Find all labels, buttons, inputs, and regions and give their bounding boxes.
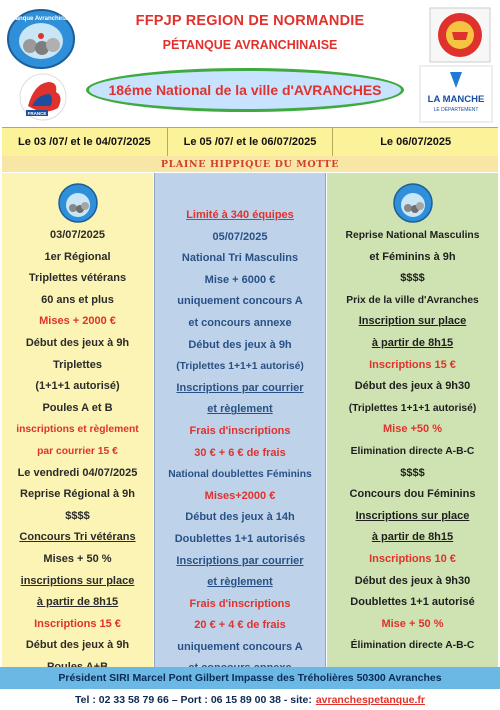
col1-line: $$$$ — [65, 509, 90, 522]
col2-line: Début des jeux à 14h — [185, 511, 295, 524]
col3-line: Inscriptions 15 € — [369, 358, 456, 371]
col1-line: Poules A et B — [42, 401, 113, 414]
location-text: PLAINE HIPPIQUE DU MOTTE — [160, 158, 340, 170]
website-link[interactable]: avranchespetanque.fr — [315, 693, 425, 706]
col1-line: à partir de 8h15 — [36, 596, 119, 609]
col2-line: National Tri Masculins — [181, 252, 299, 265]
col3-line: et Féminins à 9h — [369, 250, 456, 263]
header — [0, 0, 500, 125]
col3-line: Prix de la ville d'Avranches — [346, 294, 479, 306]
column-2 — [154, 173, 326, 667]
col2-line: Début des jeux à 9h — [188, 338, 292, 351]
contact-text: Tel : 02 33 58 79 66 – Port : 06 15 89 00 38 - site: — [75, 693, 312, 706]
col2-line: 05/07/2025 — [212, 230, 268, 243]
col3-line: $$$$ — [400, 466, 425, 479]
col1-line: Inscriptions 15 € — [34, 617, 121, 630]
date-col-1: Le 03 /07/ et le 04/07/2025 — [17, 136, 151, 148]
col2-line: National doublettes Féminins — [168, 469, 312, 481]
col2-line: uniquement concours A — [177, 295, 303, 308]
col1-line: Concours Tri vétérans — [19, 531, 136, 544]
col2-line: uniquement concours A — [177, 640, 303, 653]
col2-line: (Triplettes 1+1+1 autorisé) — [176, 361, 304, 373]
col1-line: Début des jeux à 9h — [25, 639, 130, 652]
col3-line: (Triplettes 1+1+1 autorisé) — [348, 402, 477, 414]
column-1 — [2, 173, 153, 667]
club-logo-text: Pétanque Avranchinaise — [6, 16, 76, 22]
col1-line: Reprise Régional à 9h — [20, 488, 135, 501]
col3-line: Élimination directe A-B-C — [350, 640, 475, 652]
col2-line: Inscriptions par courrier — [176, 381, 304, 394]
col2-line: et règlement — [207, 403, 273, 416]
col3-line: Concours dou Féminins — [349, 488, 476, 501]
club-name: PÉTANQUE AVRANCHINAISE — [162, 38, 338, 52]
date-row — [2, 127, 498, 157]
la-manche-logo — [420, 66, 492, 122]
event-banner — [86, 68, 404, 112]
col2-line: Mise + 6000 € — [204, 273, 276, 286]
col1-line: (1+1+1 autorisé) — [35, 380, 120, 393]
column-1-lines — [2, 225, 153, 678]
col3-line: Mise + 50 % — [381, 617, 444, 630]
col3-line: Elimination directe A-B-C — [350, 445, 475, 457]
col3-line: Inscription sur place — [358, 315, 467, 328]
col2-line: 20 € + 4 € de frais — [194, 619, 286, 632]
column-3 — [327, 173, 498, 667]
col1-line: Mises + 50 % — [43, 552, 112, 565]
col1-line: Triplettes vétérans — [28, 272, 127, 285]
col1-line: 1er Régional — [44, 250, 111, 263]
col1-line: Triplettes — [53, 358, 102, 371]
col2-line: et règlement — [207, 576, 273, 589]
col2-line: Frais d'inscriptions — [189, 597, 291, 610]
region-title: FFPJP REGION DE NORMANDIE — [135, 13, 365, 29]
col1-line: 60 ans et plus — [41, 293, 114, 306]
la-manche-logo-subtext: LE DÉPARTEMENT — [433, 107, 479, 113]
col2-line: Frais d'inscriptions — [189, 424, 291, 437]
col2-line: Mises+2000 € — [204, 489, 276, 502]
col3-line: Début des jeux à 9h30 — [354, 380, 471, 393]
petanque-balls-icon — [58, 183, 98, 223]
col1-date: 03/07/2025 — [49, 229, 106, 241]
col2-line: et concours annexe — [188, 316, 292, 329]
col1-line: inscriptions et règlement — [16, 424, 139, 436]
col3-line: Inscriptions 10 € — [369, 552, 456, 565]
col1-line: inscriptions sur place — [20, 574, 135, 587]
contact-bar — [0, 689, 500, 710]
col1-line: Mises + 2000 € — [39, 315, 116, 328]
event-title: 18éme National de la ville d'AVRANCHES — [108, 82, 382, 98]
col3-line: à partir de 8h15 — [371, 336, 454, 349]
col2-line: Inscriptions par courrier — [176, 554, 304, 567]
col3-line: Inscriptions sur place — [355, 509, 470, 522]
col3-line: Mise +50 % — [382, 423, 442, 436]
col1-line: par courrier 15 € — [37, 445, 118, 457]
column-2-lines — [155, 205, 325, 680]
col3-line: à partir de 8h15 — [371, 531, 454, 544]
col3-line: Début des jeux à 9h30 — [354, 574, 471, 587]
col2-line: Doublettes 1+1 autorisés — [174, 532, 306, 545]
president-bar — [0, 667, 500, 689]
col3-line: Reprise National Masculins — [345, 230, 480, 241]
column-3-lines — [327, 225, 498, 657]
col2-limit: Limité à 340 équipes — [186, 209, 294, 221]
ffpjp-logo-text: FRANCE — [27, 111, 47, 116]
president-text: Président SIRI Marcel Pont Gilbert Impasse des Tréholières 50300 Avranches — [58, 672, 442, 684]
location-bar — [2, 156, 498, 172]
ffpjp-rooster-logo — [14, 72, 72, 122]
col1-line: Début des jeux à 9h — [25, 336, 130, 349]
col3-line: Doublettes 1+1 autorisé — [350, 596, 475, 609]
petanque-balls-icon — [393, 183, 433, 223]
la-manche-logo-text: LA MANCHE — [427, 94, 485, 105]
col2-line: 30 € + 6 € de frais — [194, 446, 286, 459]
col1-line: Le vendredi 04/07/2025 — [17, 466, 138, 479]
date-col-2: Le 05 /07/ et le 06/07/2025 — [167, 128, 333, 156]
date-col-3: Le 06/07/2025 — [332, 128, 498, 156]
col3-line: $$$$ — [400, 272, 425, 285]
